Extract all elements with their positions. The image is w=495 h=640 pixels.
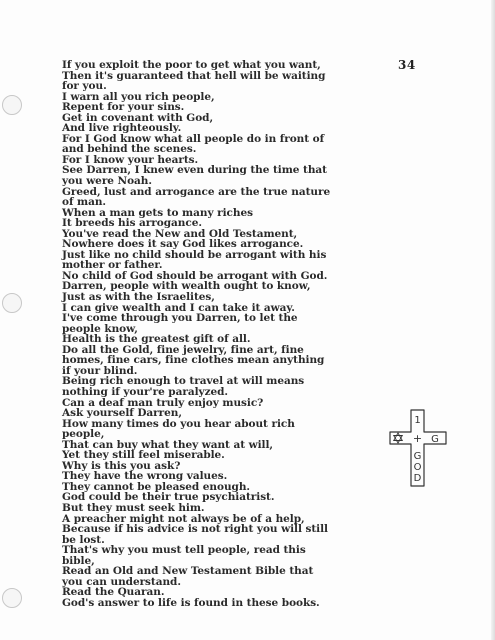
text-line: God's answer to life is found in these books. [62,596,320,609]
binder-hole-bottom [2,588,22,608]
text-line: Why is this you ask? [62,459,181,472]
text-line: It breeds his arrogance. [62,217,202,230]
text-line: Darren, people with wealth ought to know, [62,280,311,293]
text-line: No child of God should be arrogant with God. [62,269,328,282]
text-line: God could be their true psychiatrist. [62,491,275,504]
text-line: They have the wrong values. [62,470,228,483]
text-line: For I God know what all people do in front of [62,132,325,145]
page-number: 34 [398,58,416,72]
text-line: Health is the greatest gift of all. [62,333,251,346]
text-line: you were Noah. [62,175,152,188]
text-line: of man. [62,196,107,209]
text-line: When a man gets to many riches [62,206,253,219]
binder-hole-middle [2,293,22,313]
text-line: bible, [62,554,95,567]
text-line: people, [62,428,105,441]
text-line: They cannot be pleased enough. [62,480,251,493]
text-line: But they must seek him. [62,501,205,514]
text-line: Just as with the Israelites, [62,291,215,304]
text-line: Ask yourself Darren, [62,407,182,420]
text-line: For I know your hearts. [62,153,199,166]
text-line: I can give wealth and I can take it away. [62,301,295,314]
cross-letter-top: 1 [414,415,421,426]
text-line: Get in covenant with God, [62,111,214,124]
text-line: Nowhere does it say God likes arrogance. [62,238,304,251]
text-line: if your blind. [62,364,138,377]
text-line: And live righteously. [62,122,182,135]
cross-with-star-of-david-icon [384,408,452,488]
text-line: people know, [62,322,138,335]
star-of-david-icon [394,433,403,443]
text-line: Being rich enough to travel at will means [62,375,305,388]
cross-letter-o: O [413,462,422,473]
text-line: Can a deaf man truly enjoy music? [62,396,264,409]
binder-hole-top [2,95,22,115]
text-line: Do all the Gold, fine jewelry, fine art, fine [62,343,304,356]
page-edge-shadow [491,0,495,640]
text-line: homes, fine cars, fine clothes mean anything [62,354,325,367]
text-line: I've come through you Darren, to let the [62,312,298,325]
poem-text-body [62,60,392,608]
text-line: Then it's guaranteed that hell will be waiting [62,69,326,82]
text-line: I warn all you rich people, [62,90,215,103]
text-line: If you exploit the poor to get what you want, [62,59,321,71]
text-line: nothing if your're paralyzed. [62,385,229,398]
cross-letter-g: G [413,451,422,462]
text-line: Because if his advice is not right you will still [62,523,328,536]
text-line: That can buy what they want at will, [62,438,274,451]
text-line: See Darren, I knew even during the time that [62,164,327,177]
text-line: How many times do you hear about rich [62,417,295,430]
text-line: Just like no child should be arrogant with his [62,248,327,261]
text-line: Read the Quaran. [62,586,165,599]
text-line: mother or father. [62,259,163,272]
text-line: That's why you must tell people, read this [62,544,306,557]
cross-letter-right: G [431,434,439,445]
text-line: You've read the New and Old Testament, [62,227,298,240]
text-line: Greed, lust and arrogance are the true nature [62,185,331,198]
cross-center-plus: + [412,432,423,445]
text-line: Yet they still feel miserable. [62,449,225,462]
text-line: you can understand. [62,575,181,588]
text-line: for you. [62,80,107,93]
text-line: and behind the scenes. [62,143,197,156]
text-line: Read an Old and New Testament Bible that [62,565,314,578]
text-line: A preacher might not always be of a help, [62,512,305,525]
text-line: Repent for your sins. [62,101,185,114]
text-line: be lost. [62,533,105,546]
cross-letter-d: D [413,473,422,484]
